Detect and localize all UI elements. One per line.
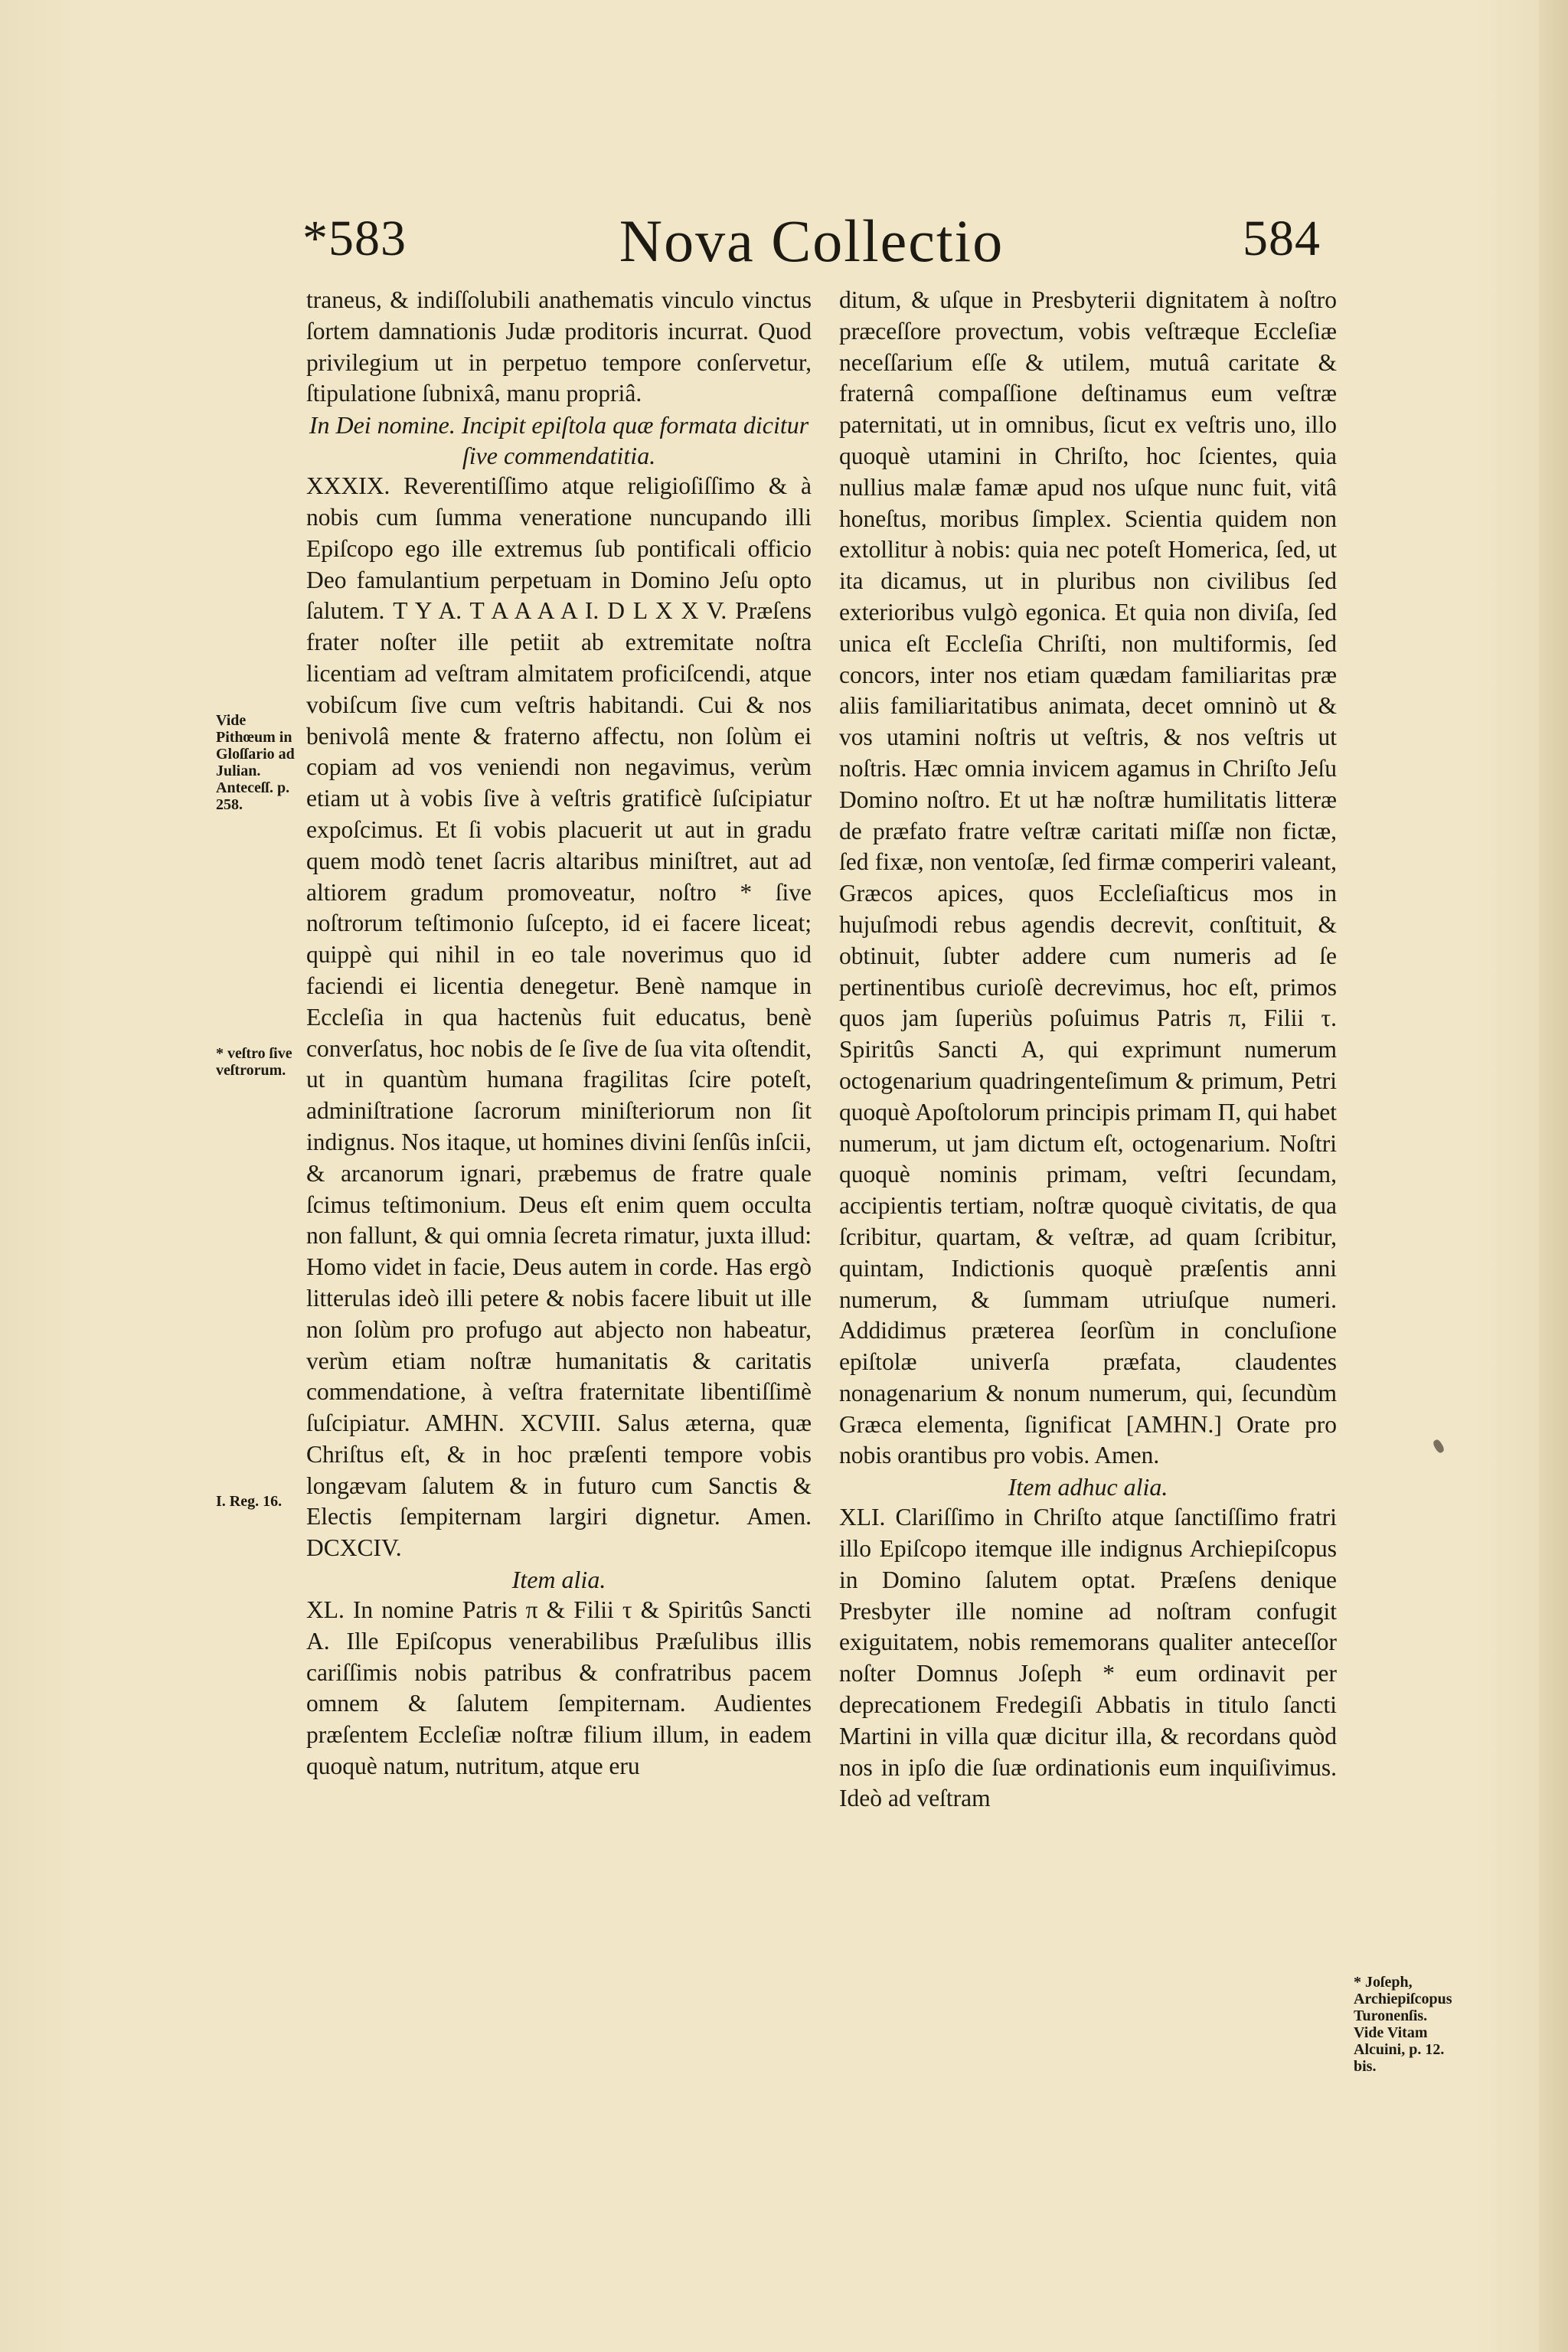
margin-note: * Joſeph, Archiepiſcopus Turonenſis. Vide Vitam Alcuini, p. 12. bis. (1354, 1974, 1452, 2075)
paragraph: ditum, & uſque in Presbyterii dignitatem à noſtro præceſſore provectum, vobis veſtræque Eccleſiæ neceſſarium eſſe & utilem, mutuâ caritate & fraternâ compaſſione deſtinamus eum veſtræ paternitati, ut in omnibus, ſicut ex veſtris uno, illo quoquè utamini in Chriſto, hoc ſcientes, quia nullius malæ famæ apud nos uſque nunc fuit, vitâ honeſtus, moribus ſimplex. Scientia quidem non extollitur à nobis: quia nec poteſt Homerica, ſed, ut ita dicamus, ut in pluribus non civilibus ſed exterioribus vulgò egonica. Et quia non diviſa, ſed unica eſt Eccleſia Chriſti, non multiformis, ſed concors, inter nos etiam quædam familiaritas præ aliis familiaritatibus animata, decet omninò ut & vos utamini noſtris ut veſtris, & nos veſtris ut noſtris. Hæc omnia invicem agamus in Chriſto Jeſu Domino noſtro. Et ut hæ noſtræ humilitatis litteræ de præfato fratre veſtræ caritati miſſæ non fictæ, ſed fixæ, non ventoſæ, ſed firmæ comperiri valeant, Græcos apices, quos Eccleſiaſticus mos in hujuſmodi rebus agendis decrevit, conſtituit, & obtinuit, ſubter addere cum numeris ad ſe pertinentibus curioſè decrevimus, hoc eſt, primos quos jam ſuperiùs poſuimus Patris π, Filii τ. Spiritûs Sancti Α, qui exprimunt numerum octogenarium quadringenteſimum & primum, Petri quoquè Apoſtolorum principis primam Π, qui habet numerum, ut jam dictum eſt, octogenarium. Noſtri quoquè nominis primam, veſtri ſecundam, accipientis tertiam, noſtræ quoquè civitatis, de qua ſcribitur, quartam, & veſtræ, ad quam ſcribitur, quintam, Indictionis quoquè præſentis anni numerum, & ſummam utriuſque numeri. Addidimus præterea ſeorſùm in concluſione epiſtolæ univerſa præfata, claudentes nonagenarium & nonum numerum, qui, ſecundùm Græca elementa, ſignificat [ΑΜΗΝ.] Orate pro nobis orantibus pro vobis. Amen. (839, 286, 1337, 1469)
margin-note: Vide Pithœum in Gloſſario ad Julian. Anteceſſ. p. 258. (216, 712, 295, 813)
left-column (306, 285, 812, 1782)
left-page-number: *583 (302, 211, 407, 266)
margin-note: I. Reg. 16. (216, 1493, 283, 1510)
section-heading: Item alia. (511, 1566, 606, 1594)
paragraph: traneus, & indiſſolubili anathematis vinculo vinctus ſortem damnationis Judæ proditoris incurrat. Quod privilegium ut in perpetuo tempore conſervetur, ſtipulatione ſubnixâ, manu propriâ. (306, 286, 812, 407)
paragraph: XXXIX. Reverentiſſimo atque religioſiſſimo & à nobis cum ſumma veneratione nuncupando illi Epiſcopo ego ille extremus ſub pontificali officio Deo famulantium perpetuam in Domino Jeſu opto ſalutem. Τ Υ Α. Τ Α Α Α Α Ι. D L X X V. Præſens frater noſter ille petiit ab extremitate noſtra licentiam ad veſtram almitatem proficiſcendi, atque vobiſcum ſive cum veſtris habitandi. Cui & nos benivolâ mente & fraterno affectu, non ſolùm ei copiam ad vos veniendi non negavimus, verùm etiam ut à vobis ſive à veſtris gratificè ſuſcipiatur expoſcimus. Et ſi vobis placuerit ut aut in gradu quem modò tenet ſacris altaribus miniſtret, aut ad altiorem gradum promoveatur, noſtro * ſive noſtrorum teſtimonio ſuſcepto, id ei facere liceat; quippè qui nihil in eo tale noverimus quo id faciendi ei licentia denegetur. Benè namque in Eccleſia in qua hactenùs fuit educatus, benè converſatus, hoc nobis de ſe ſive de ſua vita oſtendit, ut in quantùm humana fragilitas ſcire poteſt, adminiſtratione ſacrorum miniſteriorum non ſit indignus. Nos itaque, ut homines divini ſenſûs inſcii, & arcanorum ignari, præbemus de fratre quale ſcimus teſtimonium. Deus eſt enim quem occulta non fallunt, & qui omnia ſecreta rimatur, juxta illud: Homo videt in facie, Deus autem in corde. Has ergò litterulas ideò illi petere & nobis facere libuit ut ille non ſolùm pro profugo aut abjecto non habeatur, verùm etiam noſtræ humanitatis & caritatis commendatione, à veſtra fraternitate libentiſſimè ſuſcipiatur. AMHN. XCVIII. Salus æterna, quæ Chriſtus eſt, & in hoc præſenti tempore vobis longævam ſalutem & in futuro cum Sanctis & Electis ſempiternam largiri dignetur. Amen. DCXCIV. (306, 472, 812, 1562)
page-header (302, 207, 1321, 276)
paragraph: XLI. Clariſſimo in Chriſto atque ſanctiſſimo fratri illo Epiſcopo itemque ille indignus Archiepiſcopus in Domino ſalutem optat. Præſens denique Presbyter ille nomine ad noſtram confugit exiguitatem, nobis rememorans qualiter anteceſſor noſter Domnus Joſeph * eum ordinavit per deprecationem Fredegiſi Abbatis in titulo ſancti Martini in villa quæ dicitur illa, & recordans quòd nos in ipſo die ſuæ ordinationis eum inquiſivimus. Ideò ad veſtram (839, 1504, 1337, 1812)
section-heading: Item adhuc alia. (1008, 1473, 1168, 1501)
section-heading: In Dei nomine. Incipit epiſtola quæ formata dicitur ſive commendatitia. (309, 411, 809, 470)
paragraph: XL. In nomine Patris π & Filii τ & Spiritûs Sancti Α. Ille Epiſcopus venerabilibus Præſulibus illis cariſſimis nobis patribus & confratribus pacem omnem & ſalutem ſempiternam. Audientes præſentem Eccleſiæ noſtræ filium illum, in eadem quoquè natum, nutritum, atque eru (306, 1596, 812, 1780)
facing-page-edge (1539, 0, 1568, 2352)
right-column (839, 285, 1337, 1815)
running-title: Nova Collectio (619, 207, 1004, 274)
margin-note: * veſtro ſive veſtrorum. (216, 1045, 292, 1079)
right-page-number: 584 (1243, 211, 1321, 266)
